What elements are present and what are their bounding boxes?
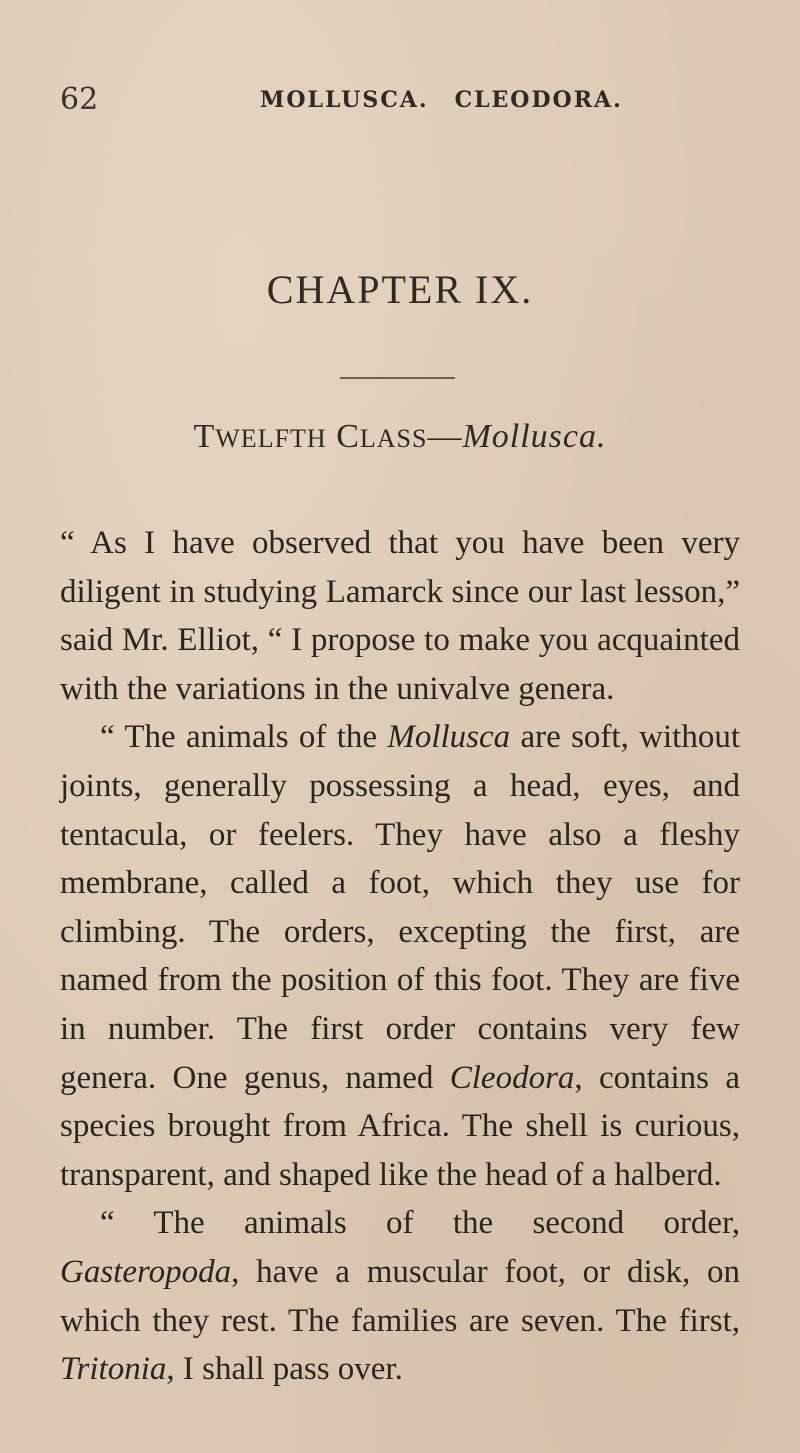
paragraph-3 xyxy=(60,1199,740,1393)
paragraph-2-part-b: are soft, without joints, generally possessing a head, eyes, and tentacula, or feelers. They have also a fleshy membrane, called a foot, which they use for climbing. The orders, excepting the first, are named from the position of this foot. They are five in number. The first order contains very few genera. One genus, named xyxy=(60,719,740,1096)
section-title-c: C xyxy=(336,418,360,455)
page-header xyxy=(60,80,760,120)
section-title-t: T xyxy=(193,418,216,455)
page-number: 62 xyxy=(60,82,99,117)
paragraph-2 xyxy=(60,713,740,1199)
paragraph-3-part-c: , I shall pass over. xyxy=(166,1351,403,1388)
paragraph-2-part-a: “ The animals of the xyxy=(100,719,388,756)
running-head-right: CLEODORA. xyxy=(454,87,623,113)
paragraph-2-part-c: , contains a species brought from Africa. The shell is curious, transparent, and shaped like the head of a halberd. xyxy=(60,1059,740,1193)
paragraph-3-italic-gasteropoda: Gasteropoda xyxy=(60,1253,232,1290)
chapter-title: CHAPTER IX. xyxy=(266,267,534,312)
body-text xyxy=(60,519,740,1394)
section-title xyxy=(0,412,800,464)
paragraph-1: “ As I have observed that you have been very diligent in studying Lamarck since our last lesson,” said Mr. Elliot, “ I propose to make you acquainted with the variations in the univalve genera. xyxy=(60,525,740,707)
section-title-lass: LASS xyxy=(359,424,428,453)
paragraph-3-part-b: , have a muscular foot, or disk, on which they rest. The families are seven. The first, xyxy=(60,1253,740,1339)
paragraph-3-italic-tritonia: Tritonia xyxy=(60,1351,167,1388)
section-title-dash: — xyxy=(427,418,463,455)
running-head-left: MOLLUSCA. xyxy=(260,87,429,113)
section-title-welfth: WELFTH xyxy=(215,424,327,453)
paragraph-3-part-a: “ The animals of the second order, xyxy=(100,1205,740,1242)
chapter-divider xyxy=(340,377,455,379)
section-title-italic: Mollusca. xyxy=(462,418,607,455)
paragraph-2-italic-mollusca: Mollusca xyxy=(387,719,511,756)
running-head xyxy=(260,80,623,120)
paragraph-2-italic-cleodora: Cleodora xyxy=(449,1059,575,1096)
